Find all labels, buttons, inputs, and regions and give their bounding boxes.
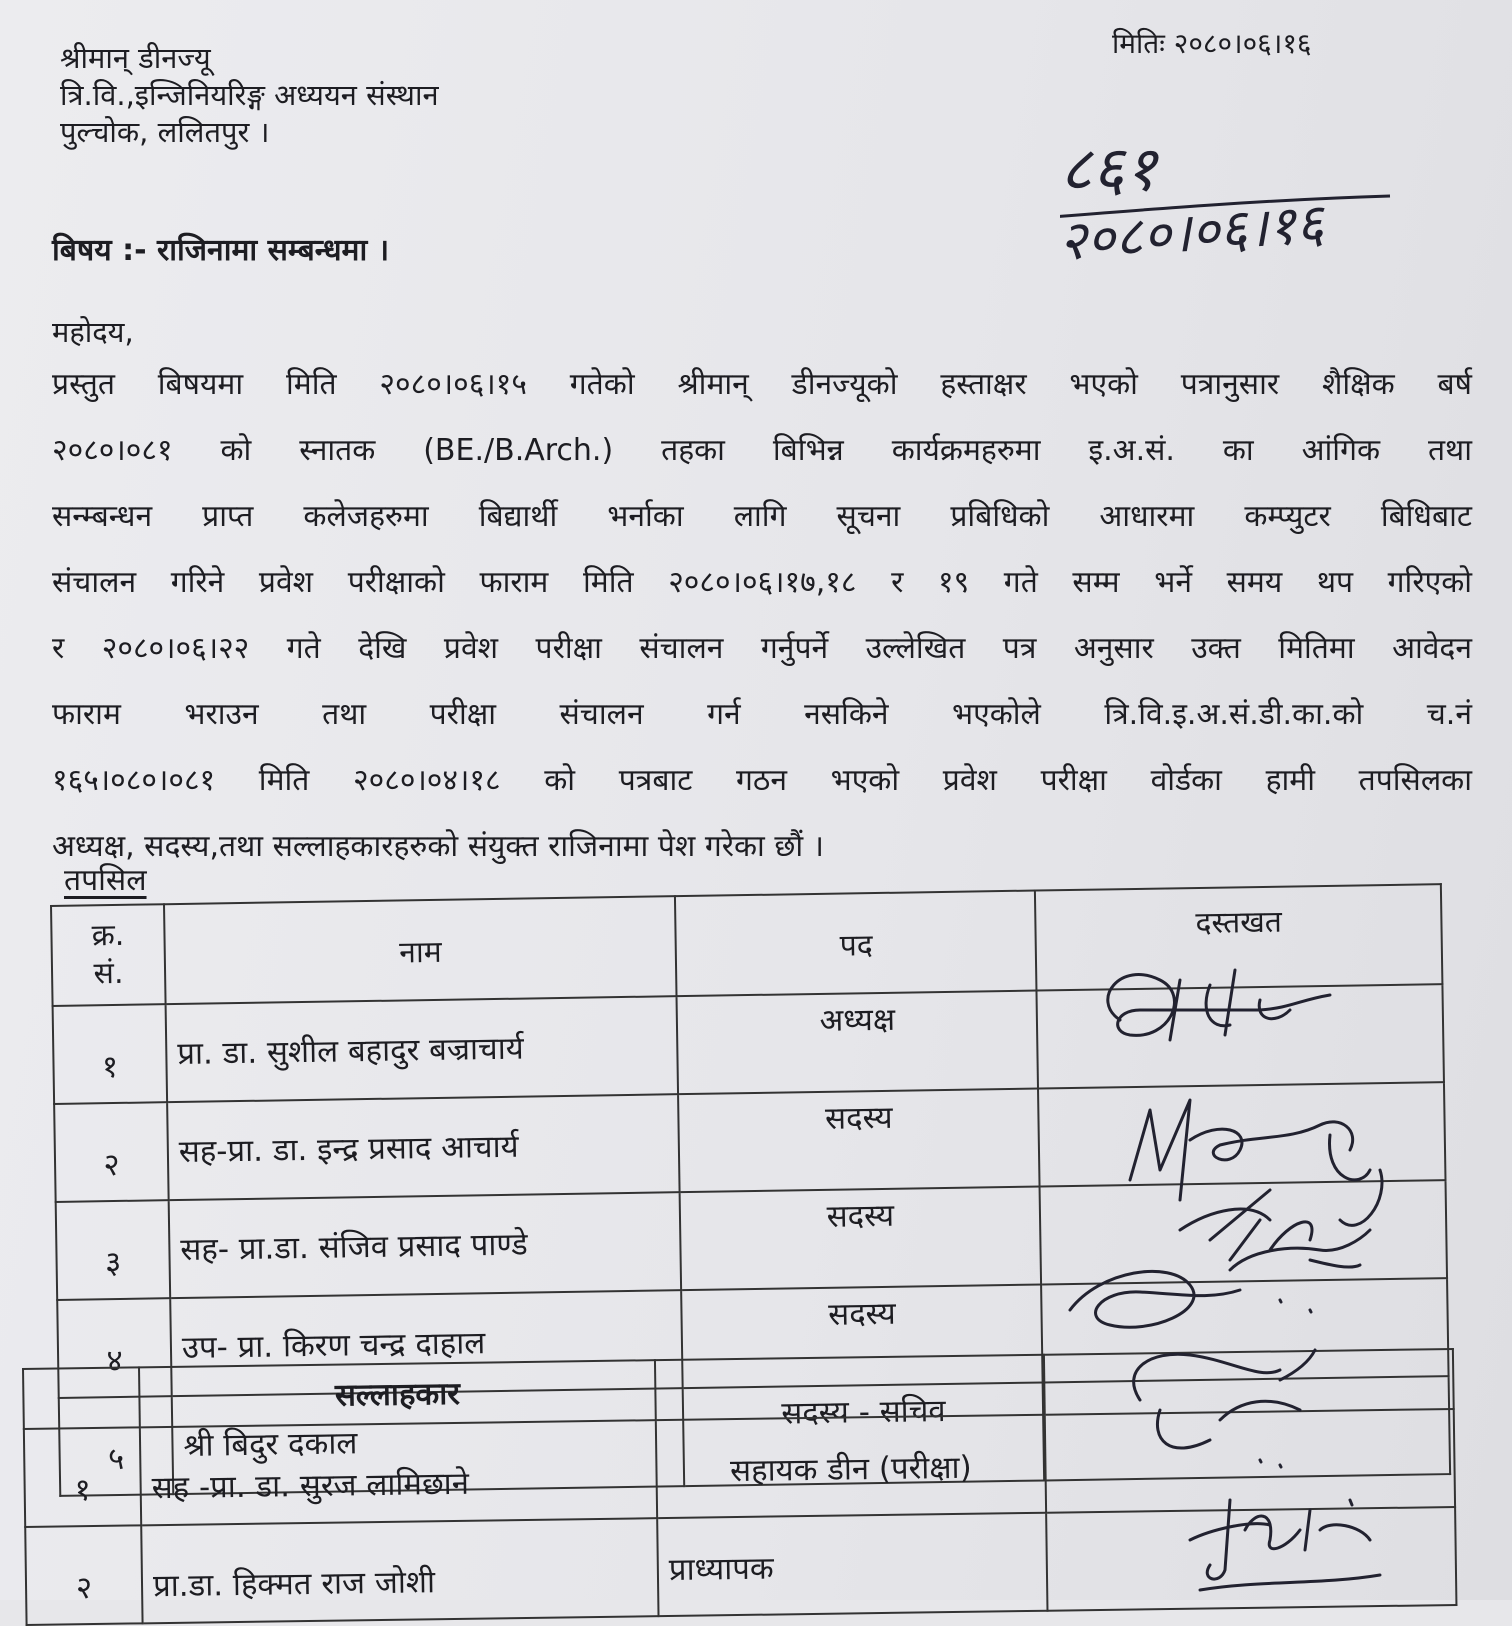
- signature-2: [1130, 1100, 1382, 1260]
- advisor-post: सहायक डीन (परीक्षा): [656, 1415, 1046, 1518]
- signature-3: [1070, 1230, 1370, 1327]
- handwritten-reference-number: [1060, 130, 1460, 290]
- member-name: सह- प्रा.डा. संजिव प्रसाद पाण्डे: [169, 1192, 682, 1298]
- tapsil-heading: तपसिल: [64, 863, 147, 898]
- advisor-serial: १: [24, 1427, 141, 1527]
- handwritten-ref-number: ८६१: [1060, 132, 1157, 205]
- advisor-post: प्राध्यापक: [657, 1513, 1047, 1616]
- advisor-name: सह -प्रा. डा. सुरज लामिछाने: [140, 1420, 657, 1525]
- member-post: सदस्य: [678, 1088, 1040, 1192]
- member-name: सह-प्रा. डा. इन्द्र प्रसाद आचार्य: [167, 1094, 680, 1200]
- advisors-title: सल्लाहकार: [139, 1360, 656, 1427]
- body-line: २०८०।०८१ को स्नातक (BE./B.Arch.) तहका बिभिन्न कार्यक्रमहरुमा इ.अ.सं. का आंगिक तथा: [52, 433, 1472, 468]
- signature-header: दस्तखत: [1035, 884, 1442, 990]
- member-serial: ५: [59, 1396, 173, 1496]
- member-post: सदस्य - सचिव: [683, 1382, 1045, 1486]
- advisors-title-spacer: [23, 1367, 140, 1429]
- member-post: अध्यक्ष: [677, 991, 1039, 1095]
- recipient-address: [60, 40, 439, 151]
- serial-header-line2: सं.: [93, 955, 124, 992]
- recipient-line: त्रि.वि.,इन्जिनियरिङ्ग अध्ययन संस्थान: [60, 78, 439, 112]
- body-line: संचालन गरिने प्रवेश परीक्षाको फाराम मिति २०८०।०६।१७,१८ र १९ गते सम्म भर्ने समय थप गरिएको: [52, 565, 1472, 600]
- letter-date: मितिः २०८०।०६।१६: [1112, 27, 1312, 60]
- member-post: सदस्य: [680, 1186, 1042, 1290]
- serial-header: [51, 904, 166, 1006]
- signature-4: [1134, 1350, 1315, 1467]
- handwritten-reference-mark: [1060, 130, 1460, 290]
- member-serial: ४: [57, 1298, 171, 1398]
- body-line: फाराम भराउन तथा परीक्षा संचालन गर्न नसकिने भएकोले त्रि.वि.इ.अ.सं.डी.का.को च.नं: [52, 697, 1472, 732]
- letter-subject: बिषय :- राजिनामा सम्बन्धमा ।: [52, 233, 390, 268]
- name-header: नाम: [164, 896, 677, 1004]
- advisors-title-spacer: [655, 1355, 1045, 1420]
- recipient-line: श्रीमान् डीनज्यू: [60, 41, 211, 75]
- body-line: र २०८०।०६।२२ गते देखि प्रवेश परीक्षा संचालन गर्नुपर्ने उल्लेखित पत्र अनुसार उक्त मितिमा आवेदन: [52, 631, 1472, 666]
- member-name: श्री बिदुर दकाल: [172, 1388, 685, 1494]
- member-post: सदस्य: [682, 1284, 1044, 1388]
- body-line: अध्यक्ष, सदस्य,तथा सल्लाहकारहरुको संयुक्त राजिनामा पेश गरेका छौं ।: [52, 829, 825, 864]
- advisor-name: प्रा.डा. हिक्मत राज जोशी: [141, 1518, 658, 1623]
- letter-body: [52, 355, 1472, 883]
- recipient-line: पुल्चोक, ललितपुर ।: [60, 115, 270, 149]
- member-serial: ३: [56, 1200, 170, 1300]
- body-line: प्रस्तुत बिषयमा मिति २०८०।०६।१५ गतेको श्रीमान् डीनज्यूको हस्ताक्षर भएको पत्रानुसार शैक्षिक बर्ष: [52, 367, 1472, 402]
- member-name: उप- प्रा. किरण चन्द्र दाहाल: [170, 1290, 683, 1396]
- post-header: पद: [675, 891, 1037, 997]
- body-line: सन्म्बन्धन प्राप्त कलेजहरुमा बिद्यार्थी भर्नाका लागि सूचना प्रबिधिको आधारमा कम्प्युटर बिधिबाट: [52, 499, 1472, 534]
- member-name: प्रा. डा. सुशील बहादुर बज्राचार्य: [166, 996, 679, 1102]
- advisor-serial: २: [25, 1525, 142, 1625]
- member-serial: २: [54, 1102, 168, 1202]
- signatures-overlay: [1060, 940, 1480, 1600]
- member-serial: १: [53, 1004, 167, 1104]
- signature-1: [1108, 970, 1330, 1040]
- serial-header-line1: क्र.: [91, 917, 125, 954]
- handwritten-ref-date: २०८०।०६।१६: [1060, 191, 1326, 273]
- body-line: १६५।०८०।०८१ मिति २०८०।०४।१८ को पत्रबाट गठन भएको प्रवेश परीक्षा वोर्डका हामी तपसिलका: [52, 763, 1472, 798]
- signature-5: [1190, 1500, 1380, 1590]
- letter-salutation: महोदय,: [52, 315, 134, 349]
